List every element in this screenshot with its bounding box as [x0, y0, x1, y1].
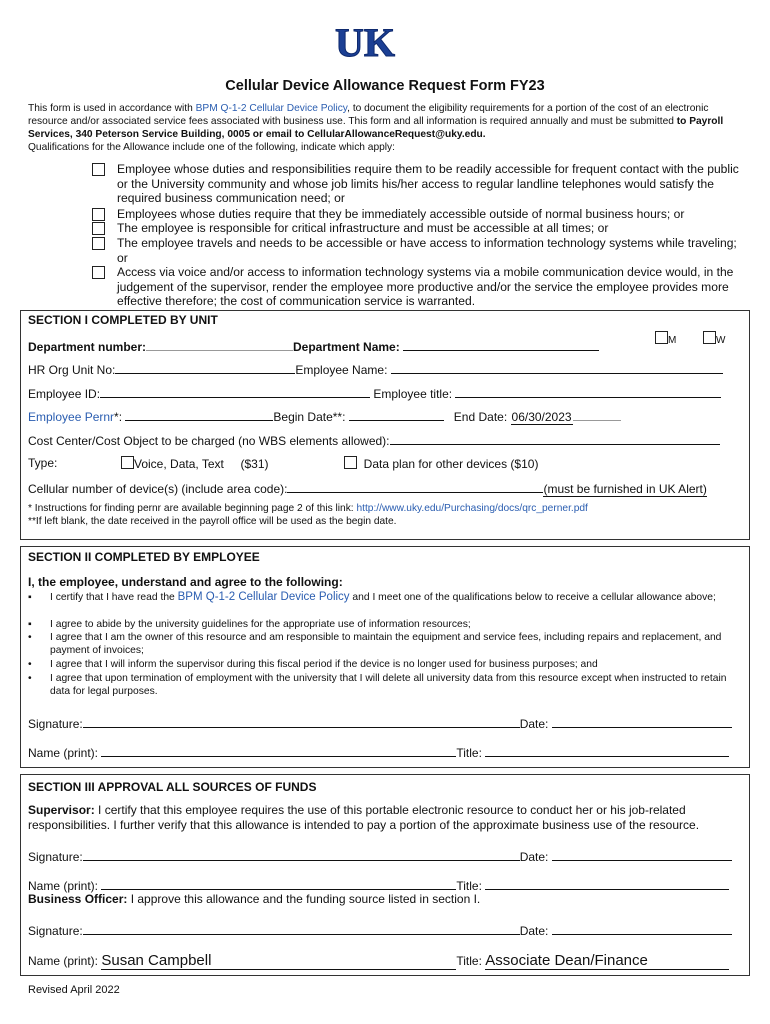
cost-center-label: Cost Center/Cost Object to be charged (no WBS elements allowed): — [28, 434, 390, 448]
opt-m-checkbox[interactable] — [655, 331, 668, 344]
cost-center-field[interactable] — [390, 432, 720, 445]
agree-heading: I, the employee, understand and agree to the following: — [28, 575, 343, 589]
agree-item-5 — [28, 672, 728, 698]
employee-signature-field[interactable] — [83, 715, 520, 728]
type-label: Type: — [28, 456, 58, 470]
qualification-5 — [92, 265, 747, 309]
supervisor-label: Supervisor: — [28, 803, 95, 817]
agree-policy-link[interactable]: BPM Q-1-2 Cellular Device Policy — [177, 591, 350, 603]
supervisor-name-field[interactable] — [101, 877, 456, 890]
policy-link[interactable]: BPM Q-1-2 Cellular Device Policy — [195, 103, 348, 114]
qualification-4 — [92, 236, 747, 265]
type-data-label: Data plan for other devices ($10) — [363, 457, 539, 471]
dept-number-label: Department number: — [28, 340, 147, 354]
agree-item-2 — [28, 618, 728, 631]
agree-item-4 — [28, 658, 728, 671]
pernr-instructions-link[interactable]: http://www.uky.edu/Purchasing/docs/qrc_perner.pdf — [356, 503, 588, 514]
supervisor-signature-label: Signature: — [28, 850, 83, 864]
employee-name-row — [28, 744, 729, 760]
dept-name-field[interactable] — [403, 338, 599, 351]
cost-center-row — [28, 432, 720, 448]
qualification-2 — [92, 207, 747, 222]
emp-title-label: Employee title: — [373, 387, 453, 401]
qualification-3-checkbox[interactable] — [92, 222, 105, 235]
qualification-4-text: The employee travels and needs to be accessible or have access to information technology systems while traveling; or — [117, 236, 737, 265]
bo-name-field[interactable] — [101, 952, 456, 970]
supervisor-date-field[interactable] — [552, 848, 732, 861]
intro-p1: This form is used in accordance with — [28, 103, 196, 114]
intro-text — [28, 102, 748, 154]
agree-item-2-text: I agree to abide by the university guidelines for the appropriate use of information resources; — [50, 619, 471, 630]
type-voice — [121, 456, 269, 471]
dept-name-label: Department Name: — [293, 340, 400, 354]
employee-signature-row — [28, 715, 732, 731]
pernr-note — [28, 503, 588, 514]
opt-w-checkbox[interactable] — [703, 331, 716, 344]
hr-org-row — [28, 361, 723, 377]
employee-signature-label: Signature: — [28, 717, 83, 731]
agree-item-1-text: I certify that I have read the — [50, 592, 178, 603]
bo-name-row — [28, 948, 729, 970]
type-voice-checkbox[interactable] — [121, 456, 134, 469]
emp-name-label: Employee Name: — [295, 363, 388, 377]
agree-item-3-text: I agree that I am the owner of this resource and am responsible to maintain the equipment and service fees, including repairs and replacement, and payment of invoices; — [50, 632, 722, 656]
bo-signature-label: Signature: — [28, 924, 83, 938]
cell-number-note: (must be furnished in UK Alert) — [543, 482, 707, 496]
supervisor-title-label: Title: — [456, 879, 482, 893]
section-2-heading: SECTION II COMPLETED BY EMPLOYEE — [28, 550, 260, 564]
uk-logo-text: UK — [335, 22, 395, 62]
bullet-dot: • — [28, 632, 32, 643]
opt-w-label: W — [716, 335, 726, 346]
begin-date-note: **If left blank, the date received in the payroll office will be used as the begin date. — [28, 516, 397, 527]
pernr-row — [28, 408, 621, 424]
bo-signature-row — [28, 922, 732, 938]
emp-pernr-mark: *: — [114, 410, 126, 424]
emp-name-field[interactable] — [391, 361, 723, 374]
hr-org-field[interactable] — [115, 361, 295, 374]
agree-item-3 — [28, 631, 728, 657]
bo-title-value: Associate Dean/Finance — [485, 952, 648, 969]
emp-id-field[interactable] — [100, 385, 370, 398]
qualification-5-checkbox[interactable] — [92, 266, 105, 279]
bo-name-value: Susan Campbell — [101, 952, 212, 969]
section-1-heading: SECTION I COMPLETED BY UNIT — [28, 313, 218, 327]
qualification-3 — [92, 221, 747, 236]
supervisor-signature-field[interactable] — [83, 848, 520, 861]
employee-name-label: Name (print): — [28, 746, 99, 760]
emp-id-row — [28, 385, 721, 401]
dept-number-row — [28, 338, 599, 354]
agree-item-1 — [28, 591, 728, 604]
bo-name-label: Name (print): — [28, 954, 99, 968]
emp-pernr-field[interactable] — [125, 408, 273, 421]
revision-footer: Revised April 2022 — [28, 984, 120, 996]
emp-id-label: Employee ID: — [28, 387, 101, 401]
qualification-2-text: Employees whose duties require that they be immediately accessible outside of normal business hours; or — [117, 207, 685, 221]
bullet-dot: • — [28, 659, 32, 670]
business-officer-statement — [28, 892, 480, 906]
section-3-heading: SECTION III APPROVAL ALL SOURCES OF FUNDS — [28, 780, 317, 794]
bo-signature-field[interactable] — [83, 922, 520, 935]
qualification-1 — [92, 162, 747, 206]
emp-pernr-link[interactable]: Employee Pernr — [28, 410, 115, 424]
business-officer-label: Business Officer: — [28, 892, 128, 906]
bo-title-field[interactable] — [485, 952, 729, 970]
type-voice-label: Voice, Data, Text — [134, 457, 224, 471]
dept-number-field[interactable] — [146, 338, 293, 351]
end-date-value[interactable]: 06/30/2023 — [511, 410, 572, 424]
type-voice-amount: ($31) — [240, 457, 269, 471]
uk-logo — [330, 22, 400, 62]
hr-org-label: HR Org Unit No: — [28, 363, 116, 377]
pernr-note-text: * Instructions for finding pernr are available beginning page 2 of this link: — [28, 503, 357, 514]
opt-m-label: M — [668, 335, 677, 346]
bullet-square: ▪ — [28, 592, 32, 603]
supervisor-statement — [28, 803, 740, 833]
qualification-1-text: Employee whose duties and responsibilities require them to be readily accessible for frequent contact with the public or the University community and whose job limits his/her access to regular landline telephones would satisfy the required business communication need; or — [117, 162, 739, 206]
qualification-4-checkbox[interactable] — [92, 237, 105, 250]
bullet-square: ▪ — [28, 619, 32, 630]
type-row — [28, 456, 57, 470]
supervisor-title-field[interactable] — [485, 877, 729, 890]
bo-date-field[interactable] — [552, 922, 732, 935]
cell-number-row — [28, 480, 707, 496]
supervisor-signature-row — [28, 848, 732, 864]
intro-submit-bold: to Payroll Services, 340 Peterson Service Building, 0005 or email to CellularAllowanceRequest@uky.edu. — [28, 116, 724, 140]
employee-name-field[interactable] — [101, 744, 456, 757]
emp-title-field[interactable] — [455, 385, 721, 398]
type-data-checkbox[interactable] — [344, 456, 357, 469]
begin-date-label: Begin Date**: — [273, 410, 346, 424]
qualification-3-text: The employee is responsible for critical infrastructure and must be accessible at all times; or — [117, 221, 609, 235]
business-officer-text: I approve this allowance and the funding source listed in section I. — [127, 892, 481, 906]
agree-item-5-text: I agree that upon termination of employment with the university that I will delete all university data from this resource except when instructed to retain data for legal purposes. — [50, 673, 727, 697]
supervisor-name-label: Name (print): — [28, 879, 99, 893]
cell-number-label: Cellular number of device(s) (include area code): — [28, 482, 288, 496]
bo-date-label: Date: — [519, 924, 549, 938]
qualification-1-checkbox[interactable] — [92, 163, 105, 176]
agree-item-4-text: I agree that I will inform the supervisor during this fiscal period if the device is no longer used for business purposes; and — [50, 659, 598, 670]
begin-date-field[interactable] — [349, 408, 444, 421]
end-date-label: End Date: — [453, 410, 508, 424]
end-date-field-tail — [573, 408, 621, 421]
agree-item-1-text-end: and I meet one of the qualifications below to receive a cellular allowance above; — [349, 592, 716, 603]
form-title: Cellular Device Allowance Request Form FY23 — [225, 78, 545, 94]
employee-date-field[interactable] — [552, 715, 732, 728]
qualification-5-text: Access via voice and/or access to information technology systems via a mobile communication device would, in the judgement of the supervisor, render the employee more productive and/or the service the employee provides more effective therefore; the cost of communication service is warranted. — [117, 265, 734, 309]
supervisor-date-label: Date: — [519, 850, 549, 864]
bo-title-label: Title: — [456, 954, 482, 968]
cell-number-field[interactable] — [287, 480, 543, 493]
type-data — [344, 456, 538, 471]
employee-date-label: Date: — [519, 717, 549, 731]
opt-w — [703, 331, 725, 346]
bullet-dot: • — [28, 673, 32, 684]
supervisor-text: I certify that this employee requires the use of this portable electronic resource to conduct her or his job-related responsibilities. I further verify that this allowance is intended to pay a portion of the approximate business use of the resource. — [28, 803, 700, 832]
intro-qualifications: Qualifications for the Allowance include one of the following, indicate which apply: — [28, 142, 395, 153]
employee-title-label: Title: — [456, 746, 482, 760]
employee-title-field[interactable] — [485, 744, 729, 757]
qualification-2-checkbox[interactable] — [92, 208, 105, 221]
supervisor-name-row — [28, 877, 729, 893]
intro-p2: , to document the eligibility requirements for a portion of the cost of an electronic resource and/or associated service fees associated with business use. This form and all information is required annually and must be submitted — [28, 103, 709, 127]
opt-m — [655, 331, 676, 346]
